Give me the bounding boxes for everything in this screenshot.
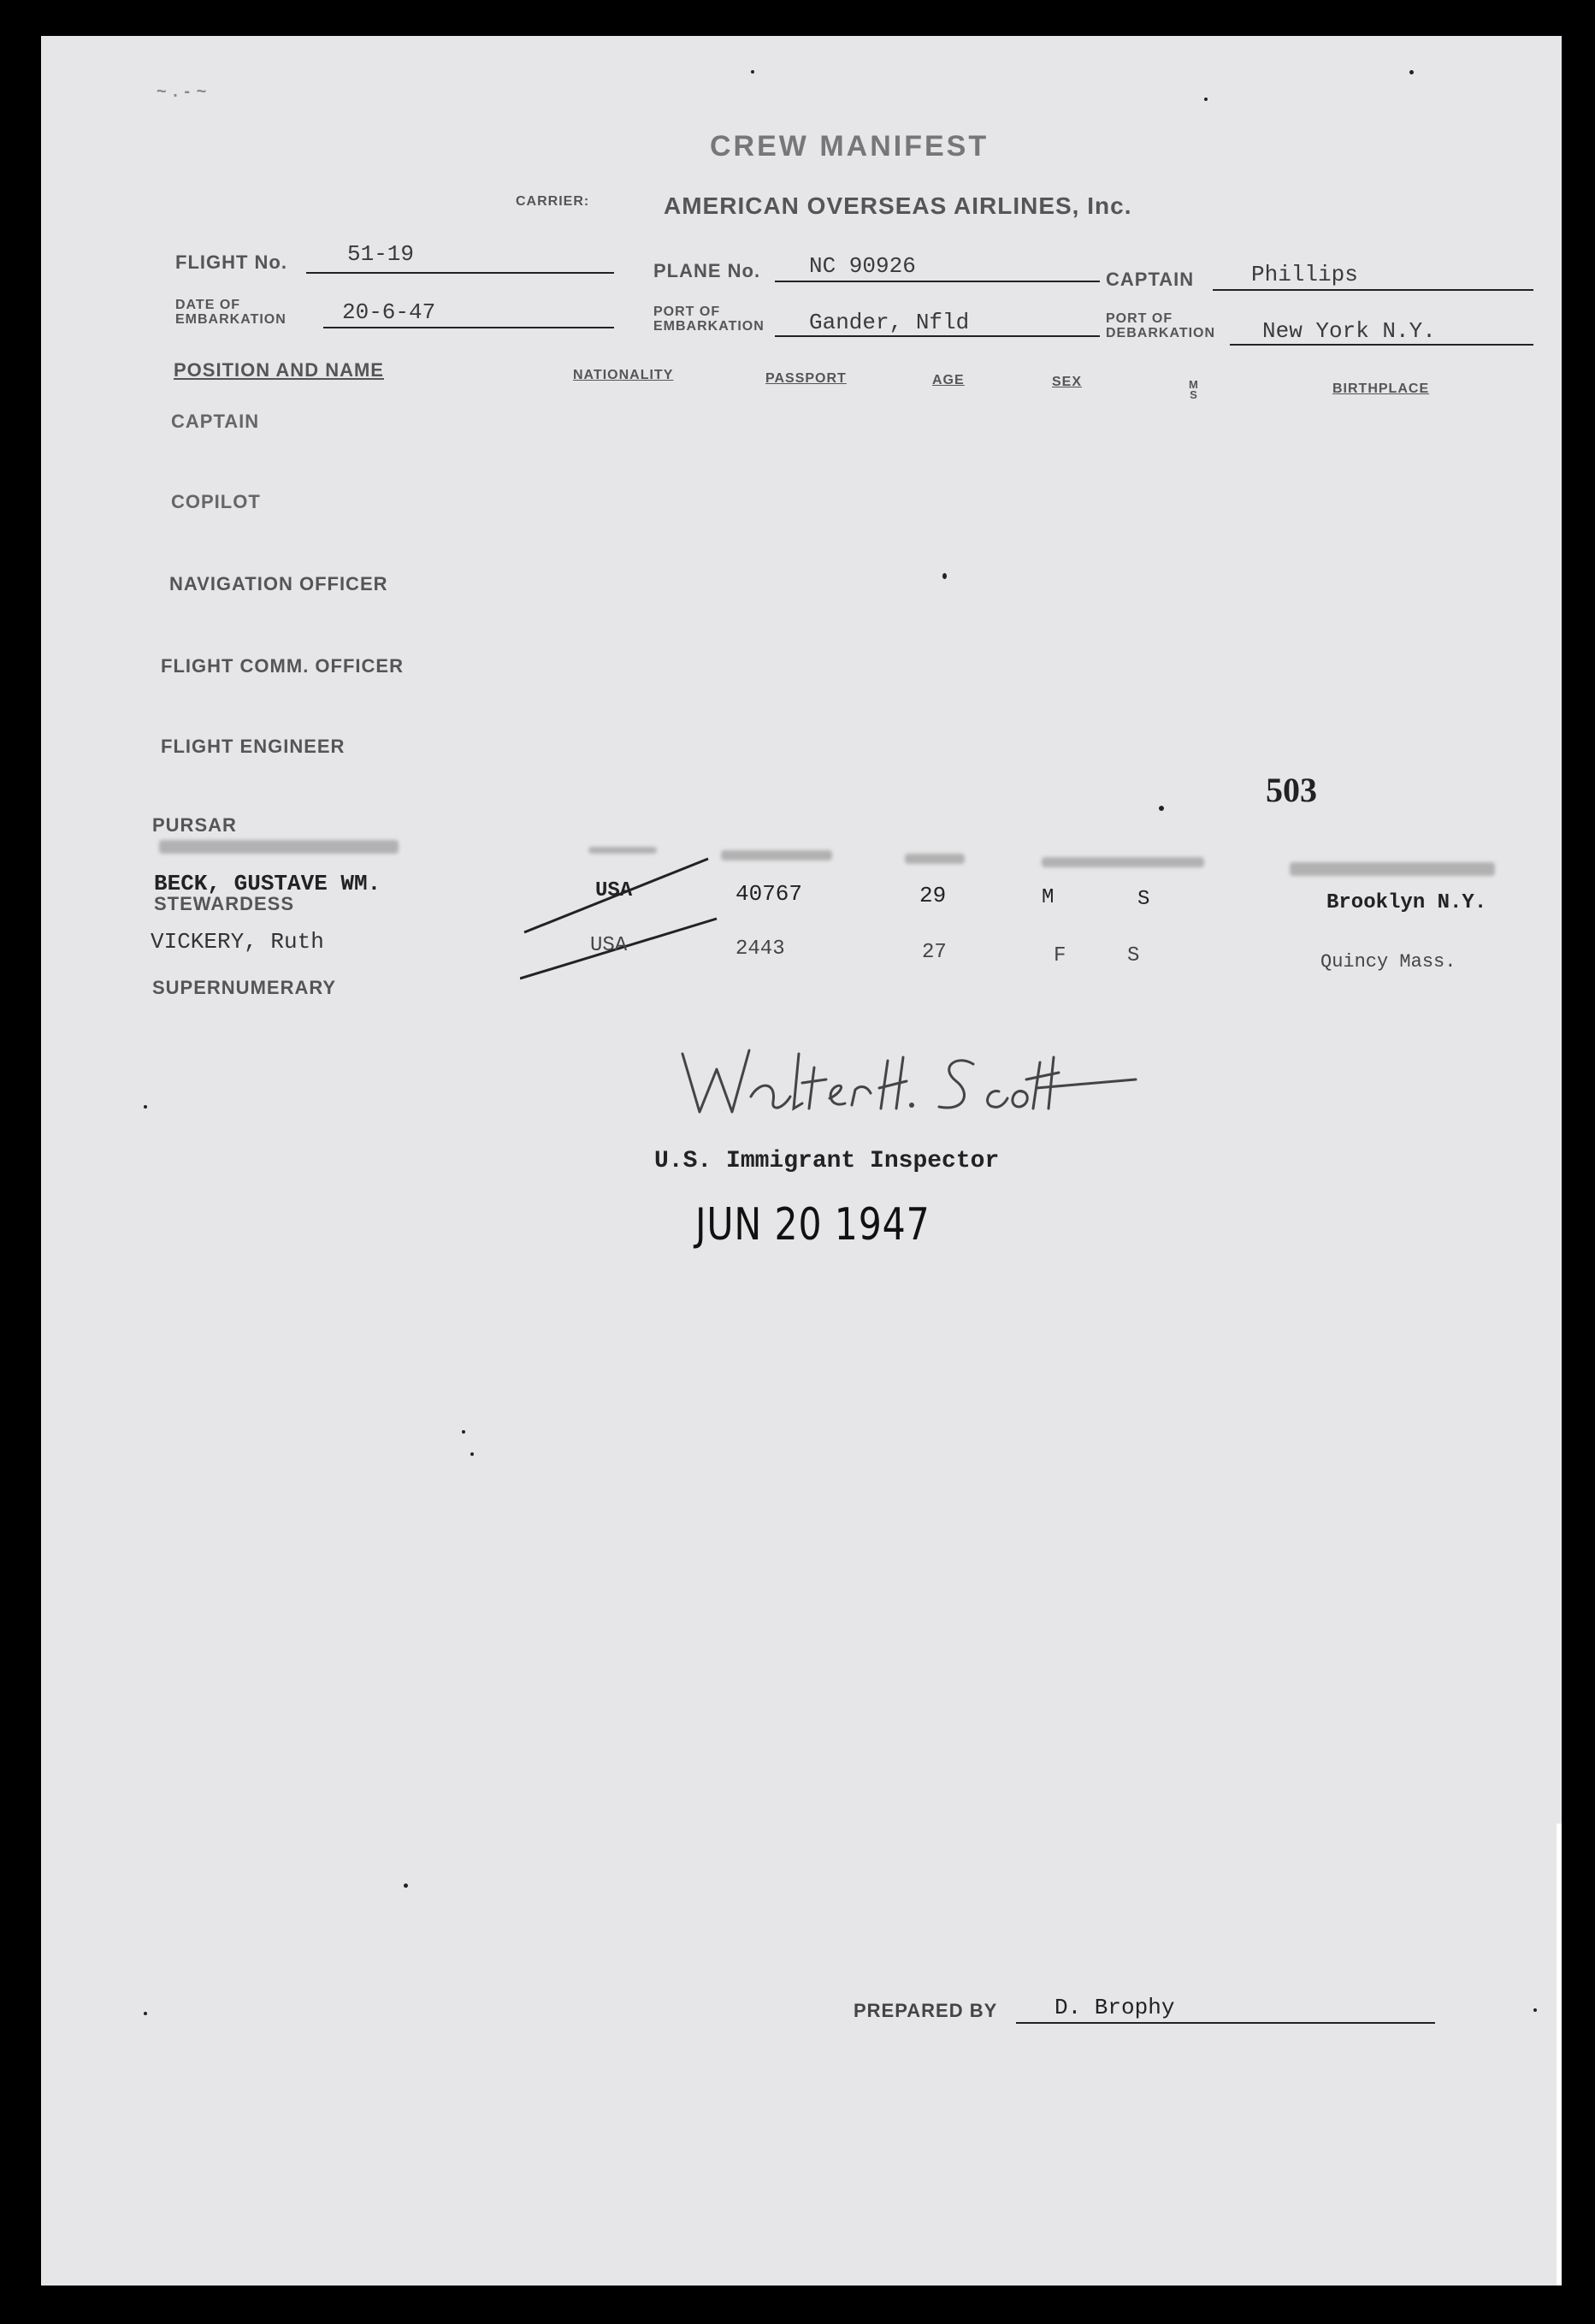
date-label-line2: EMBARKATION [175,312,287,327]
inspector-title: U.S. Immigrant Inspector [654,1148,1000,1174]
crew-age: 27 [922,941,947,964]
date-embarkation-label [175,298,287,327]
position-supernumerary: SUPERNUMERARY [152,977,337,998]
crew-nationality: USA [595,879,633,902]
port-emb-label-line2: EMBARKATION [653,319,765,334]
erased-name-smudge [159,840,399,854]
crew-name: VICKERY, Ruth [151,929,324,955]
col-passport: PASSPORT [765,371,847,386]
speck [404,1883,408,1888]
manifest-page [41,36,1562,2286]
date-line [323,327,614,328]
speck [462,1430,465,1434]
speck [470,1452,474,1456]
date-label-line1: DATE OF [175,298,241,312]
plane-no-line [775,281,1100,282]
carrier-label: CARRIER: [516,194,590,209]
crew-marital-status: S [1127,944,1140,967]
speck [144,2012,147,2015]
captain-label: CAPTAIN [1106,269,1195,290]
speck [144,1105,147,1109]
prepared-by-label: PREPARED BY [854,2000,998,2021]
position-purser: PURSAR [152,814,237,836]
flight-no-value: 51-19 [347,241,415,267]
captain-value: Phillips [1251,262,1358,287]
crew-passport: 40767 [735,881,803,907]
date-embarkation-value: 20-6-47 [342,299,436,325]
port-emb-line [775,335,1100,337]
erased-sex-smudge [1042,857,1204,867]
crew-name: BECK, GUSTAVE WM. [154,871,381,896]
crew-passport: 2443 [735,937,785,961]
captain-line [1213,289,1533,291]
crew-age: 29 [919,883,947,908]
date-stamp: JUN 20 1947 [695,1199,930,1251]
port-embarkation-value: Gander, Nfld [809,310,970,335]
port-deb-line [1230,344,1533,346]
prepared-by-line [1016,2022,1435,2024]
pen-strokes [520,849,742,985]
col-ms-bottom: S [1190,388,1198,401]
col-position-name: POSITION AND NAME [174,359,384,381]
port-deb-label-line1: PORT OF [1106,311,1173,326]
position-navigation-officer: NAVIGATION OFFICER [169,573,388,594]
speck [1204,98,1208,101]
carrier-name: AMERICAN OVERSEAS AIRLINES, Inc. [664,192,1132,219]
position-stewardess: STEWARDESS [154,893,295,914]
crew-sex: F [1054,944,1066,967]
col-marital-status [1189,380,1199,400]
speck [942,573,947,579]
port-embarkation-label [653,305,765,334]
page-fold-edge [1557,1824,1562,2286]
manifest-title: CREW MANIFEST [710,130,989,163]
top-left-speck: ~ . - ~ [157,82,208,101]
prepared-by-value: D. Brophy [1054,1995,1175,2020]
speck [1159,806,1164,811]
col-ms-top: M [1189,378,1199,391]
port-deb-label-line2: DEBARKATION [1106,326,1216,340]
col-nationality: NATIONALITY [573,368,674,382]
position-captain: CAPTAIN [171,411,260,432]
speck [1409,70,1414,74]
erased-birthplace-smudge [1290,862,1495,876]
page-number: 503 [1266,771,1317,809]
crew-birthplace: Brooklyn N.Y. [1326,891,1487,914]
port-emb-label-line1: PORT OF [653,305,721,319]
flight-no-line [306,272,614,274]
flight-no-label: FLIGHT No. [175,251,287,273]
position-flight-engineer: FLIGHT ENGINEER [161,736,346,757]
plane-no-label: PLANE No. [653,260,761,281]
erased-age-smudge [905,854,965,864]
col-sex: SEX [1052,375,1083,389]
crew-birthplace: Quincy Mass. [1320,951,1456,973]
position-flight-comm-officer: FLIGHT COMM. OFFICER [161,655,404,677]
col-birthplace: BIRTHPLACE [1332,381,1430,396]
port-debarkation-label [1106,311,1215,340]
port-debarkation-value: New York N.Y. [1262,318,1436,344]
crew-sex: M [1042,886,1054,909]
speck [751,70,754,74]
col-age: AGE [932,373,965,387]
crew-nationality: USA [590,934,628,957]
plane-no-value: NC 90926 [809,253,916,279]
position-copilot: COPILOT [171,491,261,512]
speck [1533,2008,1537,2012]
inspector-signature [631,1020,1144,1131]
crew-marital-status: S [1137,888,1150,911]
